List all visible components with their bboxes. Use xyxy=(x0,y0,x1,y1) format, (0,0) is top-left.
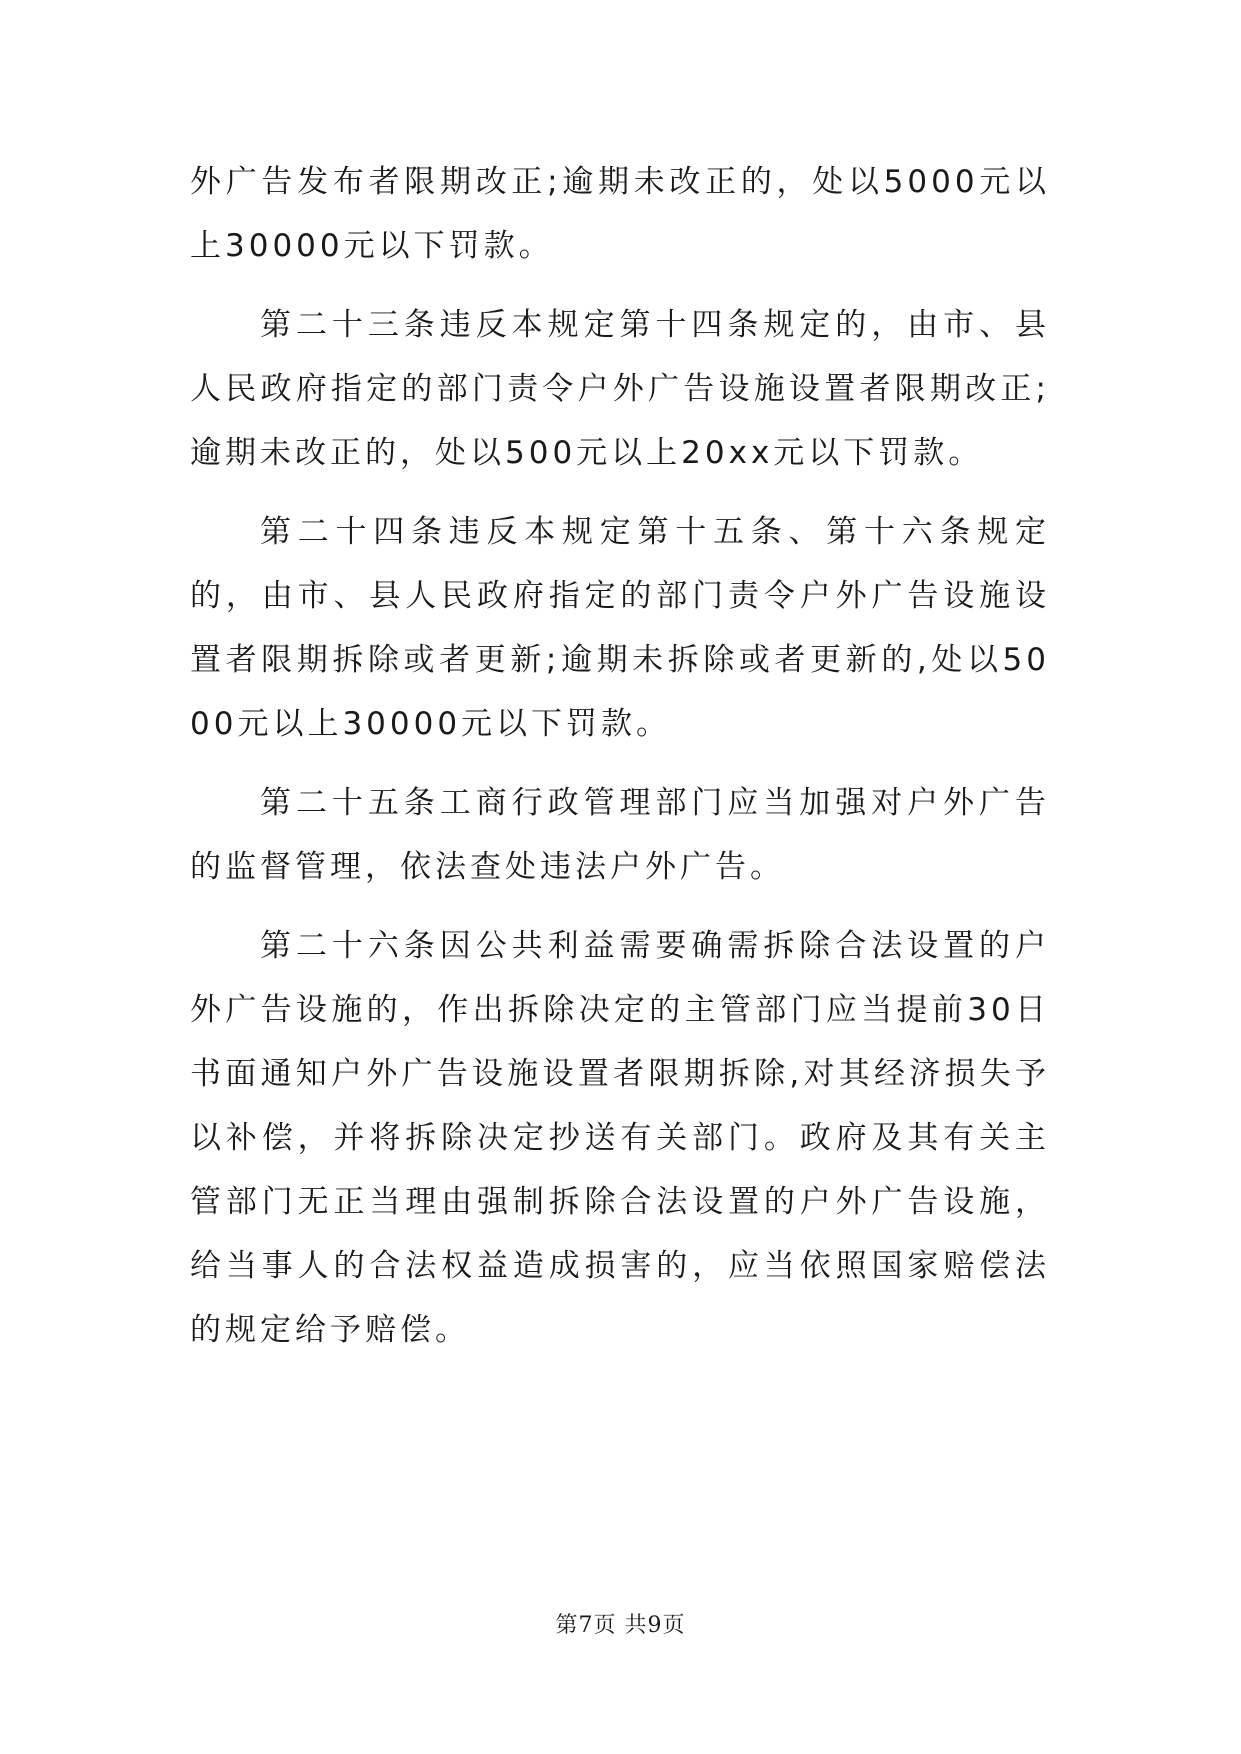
paragraph-article-23: 第二十三条违反本规定第十四条规定的，由市、县人民政府指定的部门责令户外广告设施设置者限期改正;逾期未改正的，处以500元以上20xx元以下罚款。 xyxy=(190,307,1050,471)
page-number-footer: 第7页 共9页 xyxy=(555,1613,686,1638)
document-body xyxy=(190,150,1050,1377)
paragraph-continuation: 外广告发布者限期改正;逾期未改正的，处以5000元以上30000元以下罚款。 xyxy=(190,164,1050,264)
paragraph-article-24: 第二十四条违反本规定第十五条、第十六条规定的，由市、县人民政府指定的部门责令户外广告设施设置者限期拆除或者更新;逾期未拆除或者更新的,处以5000元以上30000元以下罚款。 xyxy=(190,514,1050,742)
paragraph-article-26: 第二十六条因公共利益需要确需拆除合法设置的户外广告设施的，作出拆除决定的主管部门应当提前30日书面通知户外广告设施设置者限期拆除,对其经济损失予以补偿，并将拆除决定抄送有关部门。政府及其有关主管部门无正当理由强制拆除合法设置的户外广告设施，给当事人的合法权益造成损害的，应当依照国家赔偿法的规定给予赔偿。 xyxy=(190,928,1050,1348)
paragraph-article-25: 第二十五条工商行政管理部门应当加强对户外广告的监督管理，依法查处违法户外广告。 xyxy=(190,785,1050,885)
